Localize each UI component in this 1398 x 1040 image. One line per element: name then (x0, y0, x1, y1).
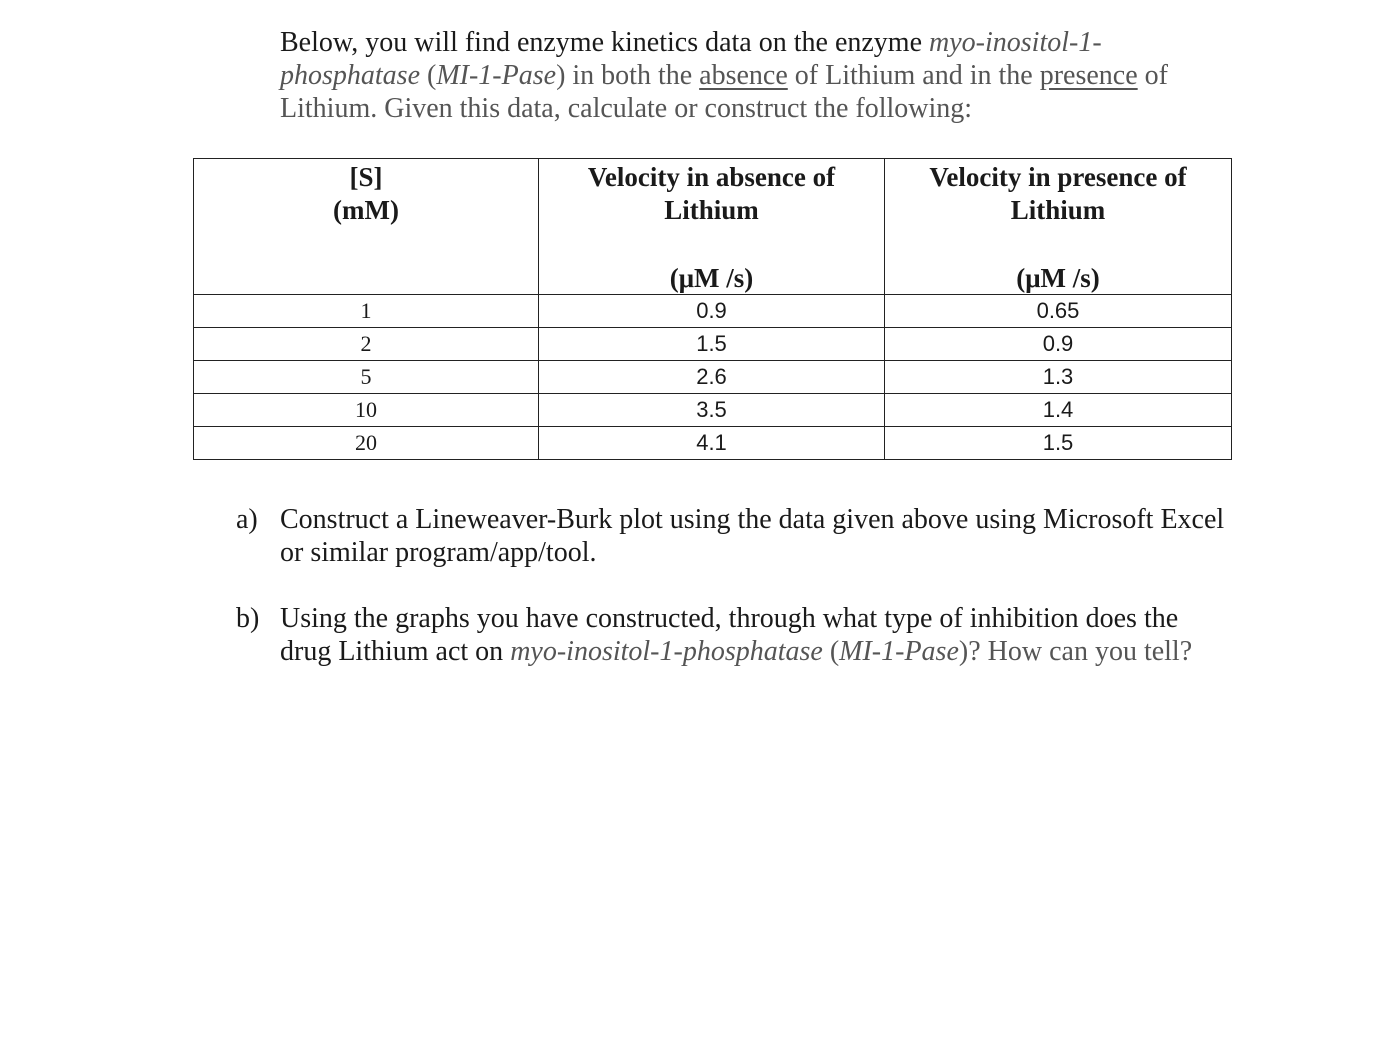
velocity-presence-cell: 0.65 (885, 295, 1232, 328)
header-presence-line1: Velocity in presence of (929, 162, 1187, 192)
question-b-text-1: Using the graphs you have constructed, through what type of inhibition does the drug Lithium act on (280, 603, 1179, 667)
header-absence-unit: (μM /s) (669, 263, 754, 293)
intro-paren-open: ( (420, 60, 437, 91)
enzyme-abbreviation: MI-1-Pase (436, 60, 557, 91)
velocity-presence-cell: 1.4 (885, 394, 1232, 427)
question-b-paren-open: ( (822, 636, 840, 667)
table-row (194, 328, 1232, 361)
kinetics-data-table (193, 158, 1232, 460)
header-substrate (194, 159, 539, 295)
substrate-cell: 1 (194, 295, 539, 328)
header-velocity-presence (885, 159, 1232, 295)
velocity-absence-cell: 2.6 (539, 361, 885, 394)
velocity-absence-cell: 4.1 (539, 427, 885, 460)
intro-paragraph (280, 26, 1240, 125)
header-presence-unit: (μM /s) (1016, 263, 1100, 293)
table-row (194, 361, 1232, 394)
header-velocity-absence (539, 159, 885, 295)
velocity-absence-cell: 0.9 (539, 295, 885, 328)
velocity-presence-cell: 0.9 (885, 328, 1232, 361)
header-absence-line1: Velocity in absence of (587, 162, 836, 192)
velocity-absence-cell: 1.5 (539, 328, 885, 361)
presence-word: presence (1039, 60, 1138, 91)
header-substrate-line1: [S] (349, 162, 383, 192)
intro-text-5: of Lithium. Given this data, calculate or construct the following: (280, 60, 1168, 124)
absence-word: absence (699, 60, 788, 91)
velocity-presence-cell: 1.3 (885, 361, 1232, 394)
question-b-enzyme-name: myo-inositol-1-phosphatase (510, 636, 823, 667)
table-header-row (194, 159, 1232, 295)
table-row (194, 427, 1232, 460)
substrate-cell: 5 (194, 361, 539, 394)
question-b-enzyme-abbreviation: MI-1-Pase (839, 636, 959, 667)
intro-text-3: ) in both the (556, 60, 700, 91)
header-presence-line2: Lithium (1010, 195, 1106, 225)
intro-text-1: Below, you will find enzyme kinetics data on the enzyme (280, 27, 930, 58)
header-absence-line2: Lithium (664, 195, 759, 225)
substrate-cell: 2 (194, 328, 539, 361)
header-substrate-line2: (mM) (333, 195, 399, 225)
velocity-presence-cell: 1.5 (885, 427, 1232, 460)
velocity-absence-cell: 3.5 (539, 394, 885, 427)
question-a-text: Construct a Lineweaver-Burk plot using the data given above using Microsoft Excel or similar program/app/tool. (280, 504, 1225, 568)
question-b-text-3: )? How can you tell? (958, 636, 1193, 667)
substrate-cell: 20 (194, 427, 539, 460)
enzyme-name: myo-inositol-1-phosphatase (280, 27, 1102, 91)
question-b (236, 602, 1236, 668)
table-row (194, 394, 1232, 427)
question-b-marker: b) (236, 603, 260, 634)
table-row (194, 295, 1232, 328)
question-a-marker: a) (236, 504, 258, 535)
intro-text-4: of Lithium and in the (787, 60, 1040, 91)
question-b-text (280, 602, 1236, 668)
substrate-cell: 10 (194, 394, 539, 427)
question-a (236, 503, 1236, 569)
